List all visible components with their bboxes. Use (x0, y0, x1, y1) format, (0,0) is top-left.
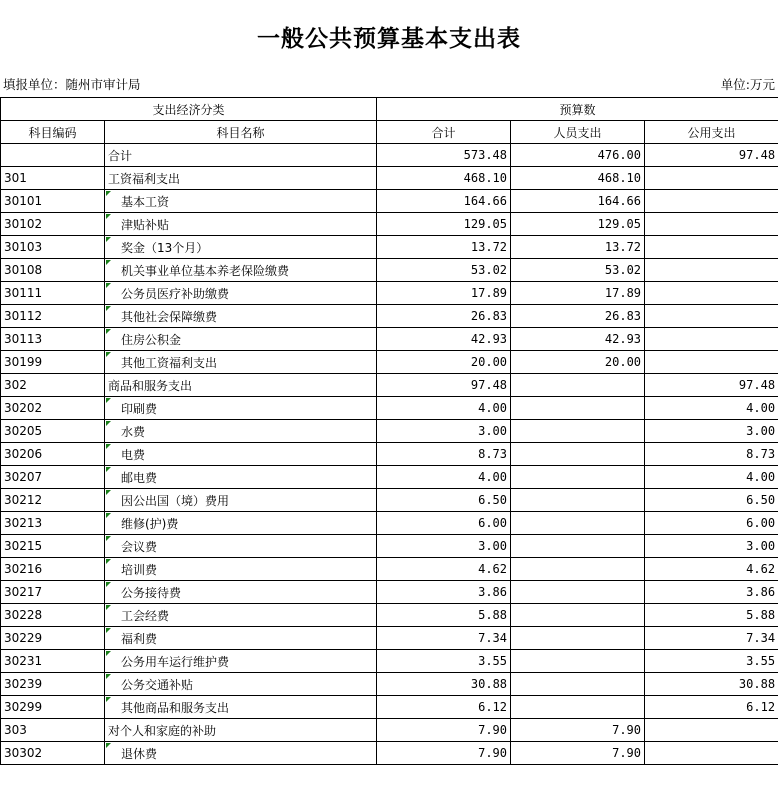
header-columns-row (1, 121, 778, 144)
row-code: 30101 (1, 190, 105, 213)
table-row (1, 535, 778, 558)
row-public (645, 742, 778, 765)
row-personnel (511, 489, 645, 512)
row-personnel: 17.89 (511, 282, 645, 305)
row-total: 7.90 (377, 719, 511, 742)
row-code: 30112 (1, 305, 105, 328)
row-total: 3.55 (377, 650, 511, 673)
row-total: 4.00 (377, 466, 511, 489)
currency-unit: 单位:万元 (720, 77, 775, 92)
row-personnel (511, 673, 645, 696)
row-name: 基本工资 (105, 190, 377, 213)
row-public: 97.48 (645, 144, 778, 167)
row-name: 公务用车运行维护费 (105, 650, 377, 673)
table-row (1, 581, 778, 604)
row-personnel: 20.00 (511, 351, 645, 374)
row-total: 7.34 (377, 627, 511, 650)
row-code: 30217 (1, 581, 105, 604)
row-total: 6.50 (377, 489, 511, 512)
row-public: 4.62 (645, 558, 778, 581)
row-total: 53.02 (377, 259, 511, 282)
row-code: 30202 (1, 397, 105, 420)
row-public: 5.88 (645, 604, 778, 627)
row-name: 其他社会保障缴费 (105, 305, 377, 328)
row-code: 30113 (1, 328, 105, 351)
row-public: 3.00 (645, 535, 778, 558)
row-name: 工会经费 (105, 604, 377, 627)
table-row (1, 167, 778, 190)
table-row (1, 673, 778, 696)
table-row (1, 558, 778, 581)
row-public: 6.50 (645, 489, 778, 512)
budget-table (0, 97, 778, 765)
header-name: 科目名称 (105, 121, 377, 144)
row-total: 3.00 (377, 535, 511, 558)
row-code: 30302 (1, 742, 105, 765)
row-total: 573.48 (377, 144, 511, 167)
row-total: 42.93 (377, 328, 511, 351)
row-name: 公务员医疗补助缴费 (105, 282, 377, 305)
row-name: 退休费 (105, 742, 377, 765)
row-name: 奖金（13个月） (105, 236, 377, 259)
row-name: 工资福利支出 (105, 167, 377, 190)
row-personnel: 26.83 (511, 305, 645, 328)
row-name: 邮电费 (105, 466, 377, 489)
page-title: 一般公共预算基本支出表 (257, 25, 521, 52)
row-public (645, 282, 778, 305)
row-name: 住房公积金 (105, 328, 377, 351)
row-public (645, 190, 778, 213)
row-name: 会议费 (105, 535, 377, 558)
table-row (1, 351, 778, 374)
table-row (1, 604, 778, 627)
row-total: 468.10 (377, 167, 511, 190)
row-code: 30239 (1, 673, 105, 696)
row-total: 6.00 (377, 512, 511, 535)
row-personnel (511, 397, 645, 420)
row-personnel (511, 581, 645, 604)
row-personnel (511, 627, 645, 650)
row-personnel (511, 535, 645, 558)
row-personnel (511, 420, 645, 443)
row-public: 4.00 (645, 466, 778, 489)
row-personnel: 13.72 (511, 236, 645, 259)
row-total: 30.88 (377, 673, 511, 696)
table-row (1, 144, 778, 167)
row-code: 303 (1, 719, 105, 742)
row-total: 4.00 (377, 397, 511, 420)
row-personnel (511, 604, 645, 627)
table-row (1, 489, 778, 512)
row-total: 20.00 (377, 351, 511, 374)
row-total: 97.48 (377, 374, 511, 397)
row-code: 30205 (1, 420, 105, 443)
header-personnel: 人员支出 (511, 121, 645, 144)
table-row (1, 443, 778, 466)
header-code: 科目编码 (1, 121, 105, 144)
header-group-row (1, 98, 778, 121)
table-row (1, 374, 778, 397)
row-personnel: 53.02 (511, 259, 645, 282)
row-personnel (511, 443, 645, 466)
table-row (1, 742, 778, 765)
row-public (645, 305, 778, 328)
row-code: 30228 (1, 604, 105, 627)
row-public: 4.00 (645, 397, 778, 420)
row-total: 3.00 (377, 420, 511, 443)
row-name: 公务接待费 (105, 581, 377, 604)
row-personnel (511, 696, 645, 719)
row-public: 3.86 (645, 581, 778, 604)
row-name: 印刷费 (105, 397, 377, 420)
row-personnel (511, 650, 645, 673)
table-row (1, 213, 778, 236)
row-code: 30108 (1, 259, 105, 282)
row-code: 30215 (1, 535, 105, 558)
row-total: 13.72 (377, 236, 511, 259)
row-personnel (511, 466, 645, 489)
row-public (645, 213, 778, 236)
reporting-unit: 填报单位：随州市审计局 (3, 77, 141, 92)
row-name: 其他工资福利支出 (105, 351, 377, 374)
row-public: 3.55 (645, 650, 778, 673)
row-name: 水费 (105, 420, 377, 443)
row-name: 培训费 (105, 558, 377, 581)
row-total: 4.62 (377, 558, 511, 581)
row-personnel (511, 558, 645, 581)
row-personnel: 164.66 (511, 190, 645, 213)
row-code: 301 (1, 167, 105, 190)
row-personnel: 7.90 (511, 719, 645, 742)
table-row (1, 190, 778, 213)
row-code (1, 144, 105, 167)
row-personnel: 476.00 (511, 144, 645, 167)
row-total: 5.88 (377, 604, 511, 627)
table-row (1, 627, 778, 650)
row-name: 福利费 (105, 627, 377, 650)
table-row (1, 719, 778, 742)
table-row (1, 328, 778, 351)
header-economic-classification: 支出经济分类 (1, 98, 377, 121)
row-code: 30111 (1, 282, 105, 305)
row-code: 30213 (1, 512, 105, 535)
row-code: 302 (1, 374, 105, 397)
table-row (1, 397, 778, 420)
header-budget-amount: 预算数 (377, 98, 778, 121)
row-public: 7.34 (645, 627, 778, 650)
row-public: 3.00 (645, 420, 778, 443)
row-name: 电费 (105, 443, 377, 466)
row-public: 30.88 (645, 673, 778, 696)
row-personnel: 468.10 (511, 167, 645, 190)
row-code: 30231 (1, 650, 105, 673)
row-public (645, 236, 778, 259)
row-code: 30206 (1, 443, 105, 466)
header-total: 合计 (377, 121, 511, 144)
row-name: 维修(护)费 (105, 512, 377, 535)
table-row (1, 696, 778, 719)
row-total: 8.73 (377, 443, 511, 466)
row-total: 6.12 (377, 696, 511, 719)
row-personnel: 7.90 (511, 742, 645, 765)
row-name: 商品和服务支出 (105, 374, 377, 397)
row-public (645, 167, 778, 190)
row-total: 7.90 (377, 742, 511, 765)
row-code: 30212 (1, 489, 105, 512)
row-name: 因公出国（境）费用 (105, 489, 377, 512)
row-name: 津贴补贴 (105, 213, 377, 236)
row-public: 6.12 (645, 696, 778, 719)
row-total: 3.86 (377, 581, 511, 604)
table-row (1, 259, 778, 282)
row-total: 129.05 (377, 213, 511, 236)
row-code: 30102 (1, 213, 105, 236)
table-row (1, 466, 778, 489)
row-personnel (511, 512, 645, 535)
row-personnel: 129.05 (511, 213, 645, 236)
row-code: 30229 (1, 627, 105, 650)
row-total: 164.66 (377, 190, 511, 213)
row-public (645, 259, 778, 282)
row-name: 对个人和家庭的补助 (105, 719, 377, 742)
row-total: 17.89 (377, 282, 511, 305)
row-public (645, 328, 778, 351)
row-code: 30207 (1, 466, 105, 489)
table-row (1, 650, 778, 673)
row-total: 26.83 (377, 305, 511, 328)
row-public: 6.00 (645, 512, 778, 535)
row-public (645, 351, 778, 374)
row-name: 其他商品和服务支出 (105, 696, 377, 719)
table-body (1, 144, 778, 765)
table-row (1, 282, 778, 305)
row-name: 机关事业单位基本养老保险缴费 (105, 259, 377, 282)
row-public: 8.73 (645, 443, 778, 466)
table-row (1, 512, 778, 535)
table-row (1, 420, 778, 443)
table-row (1, 236, 778, 259)
row-personnel: 42.93 (511, 328, 645, 351)
row-name: 公务交通补贴 (105, 673, 377, 696)
row-code: 30216 (1, 558, 105, 581)
row-public: 97.48 (645, 374, 778, 397)
row-public (645, 719, 778, 742)
row-personnel (511, 374, 645, 397)
row-code: 30103 (1, 236, 105, 259)
header-public: 公用支出 (645, 121, 778, 144)
row-code: 30299 (1, 696, 105, 719)
row-code: 30199 (1, 351, 105, 374)
row-name: 合计 (105, 144, 377, 167)
table-row (1, 305, 778, 328)
